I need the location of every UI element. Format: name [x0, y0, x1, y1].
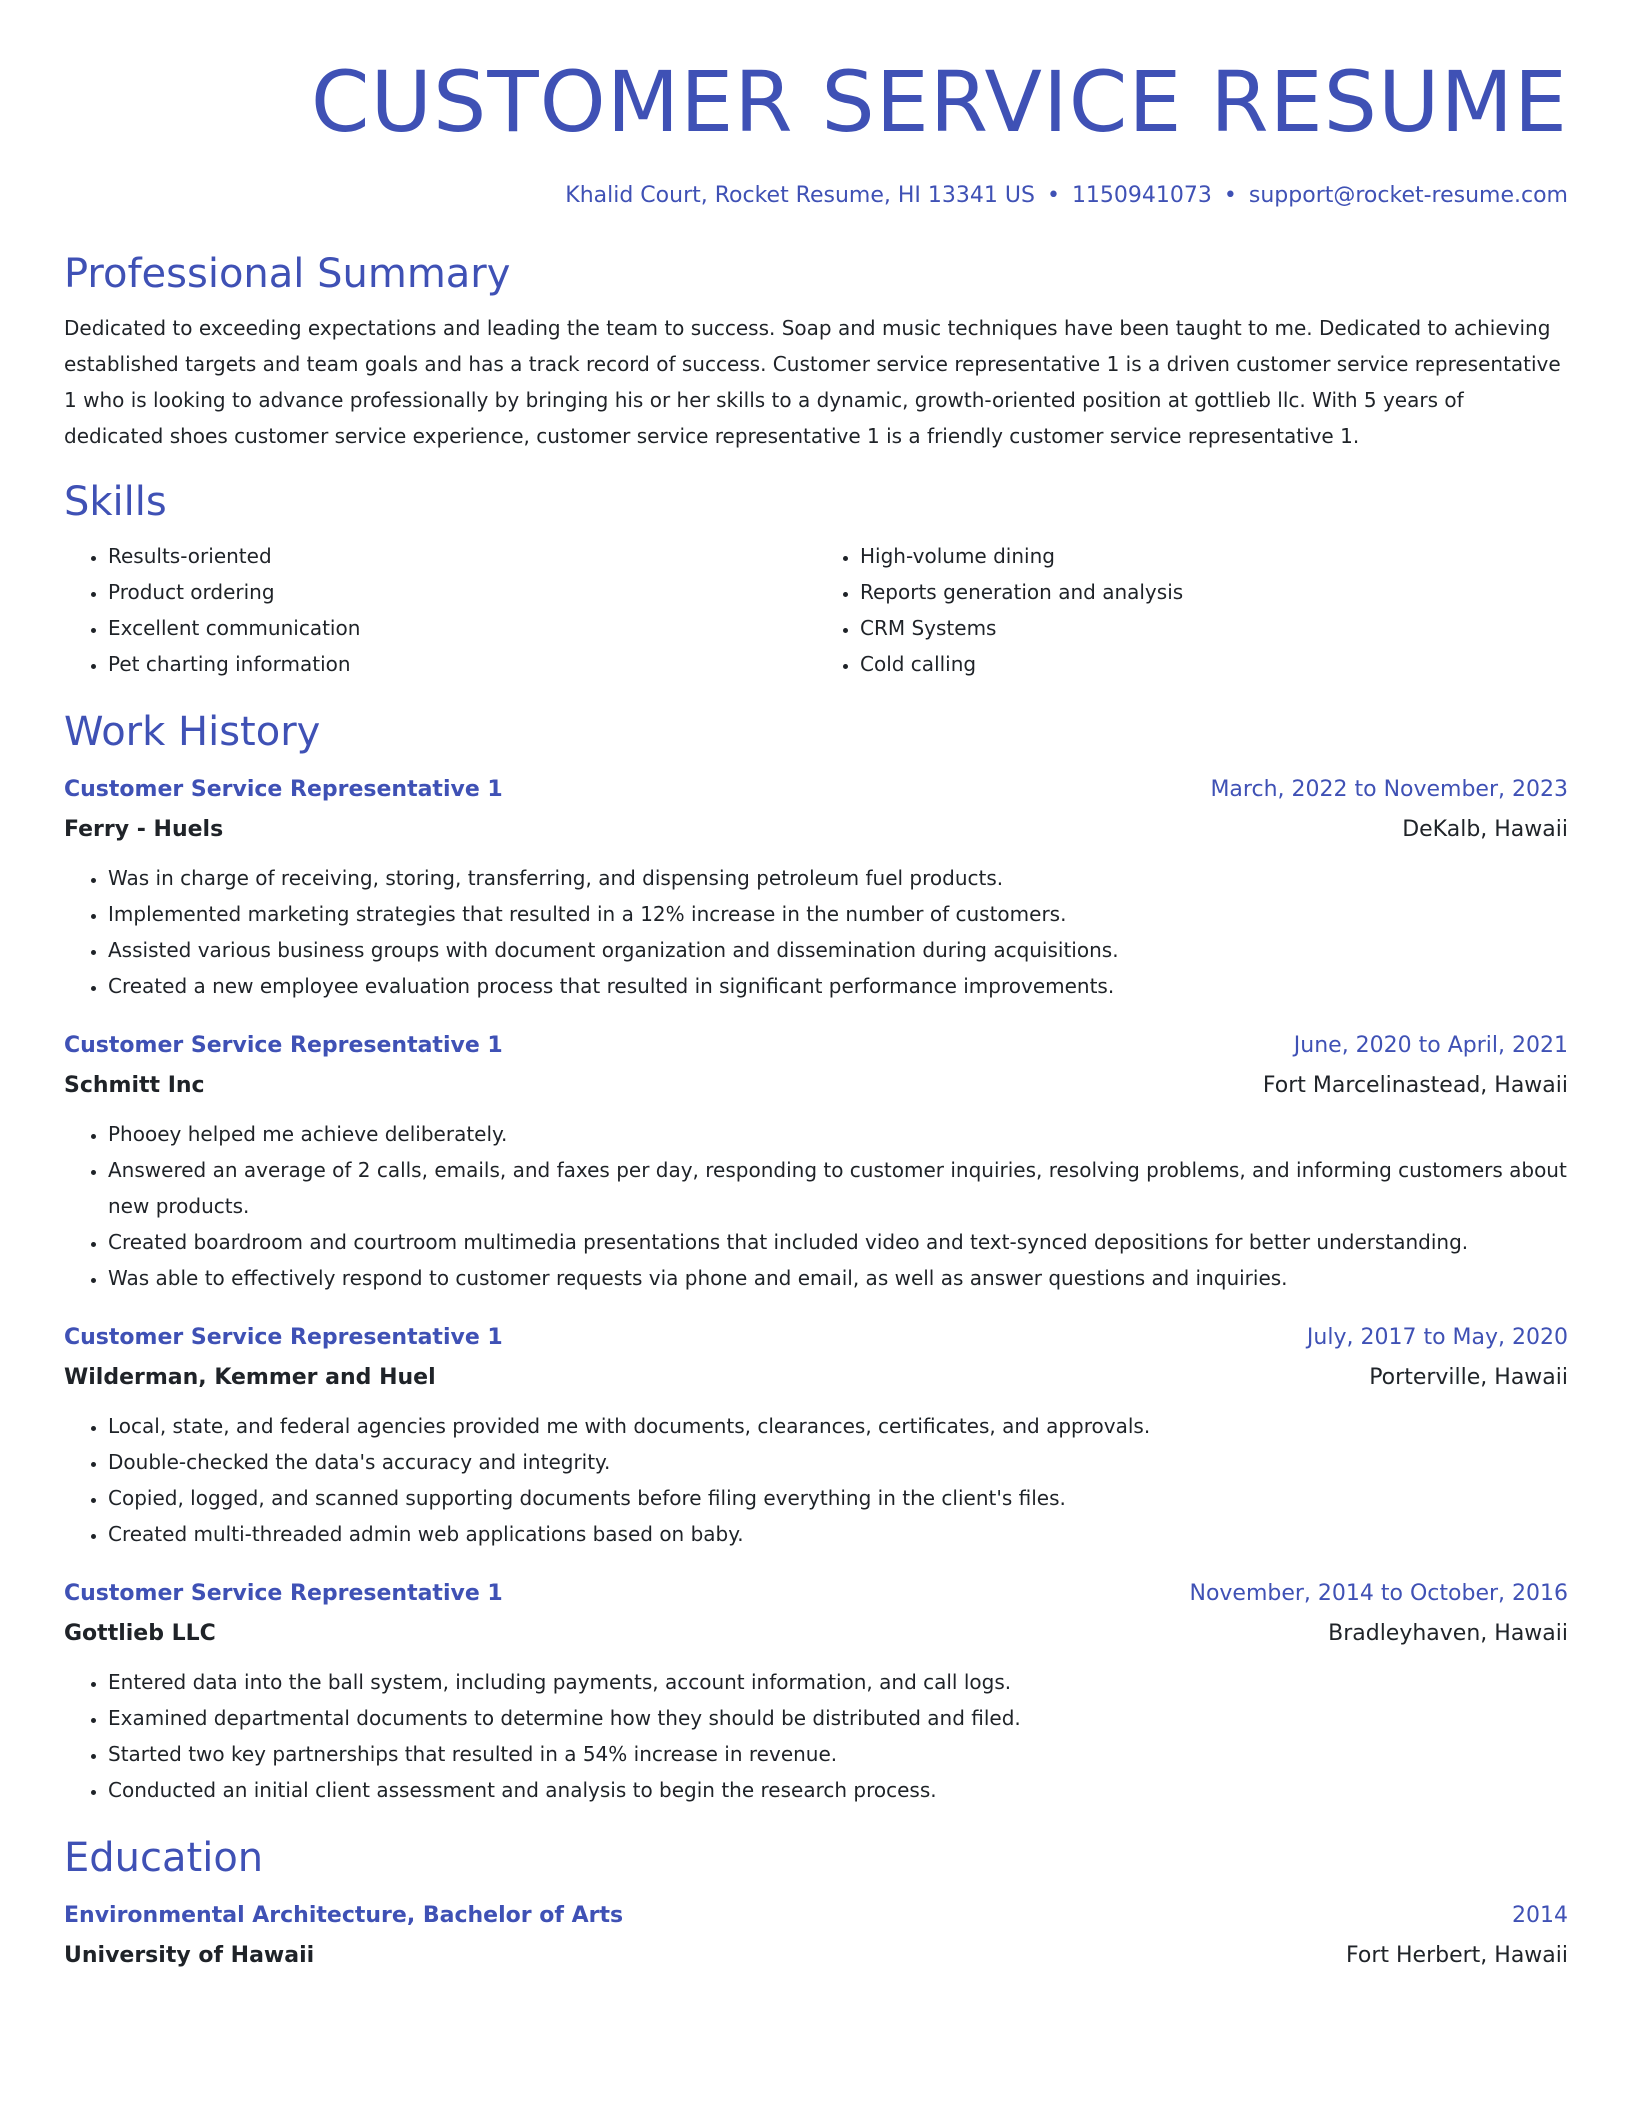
- job-entry: [64, 1026, 1568, 1296]
- job-entry: [64, 770, 1568, 1004]
- resume-title: CUSTOMER SERVICE RESUME: [310, 53, 1568, 151]
- job-bullet: • Double-checked the data's accuracy and integrity.: [108, 1444, 1568, 1480]
- education-year: 2014: [1512, 1903, 1568, 1928]
- job-bullets: [64, 1116, 1568, 1296]
- contact-separator: •: [1046, 183, 1060, 208]
- work-history-section: [64, 706, 1568, 1808]
- job-bullet: • Conducted an initial client assessment and analysis to begin the research process.: [108, 1772, 1568, 1808]
- job-bullet: • Created a new employee evaluation process that resulted in significant performance improvements.: [108, 968, 1568, 1004]
- skills-heading: Skills: [64, 479, 167, 525]
- job-company: Ferry - Huels: [64, 817, 224, 842]
- skills-columns: [64, 538, 1568, 682]
- skill-item: • Results-oriented: [108, 538, 816, 574]
- education-section: [64, 1832, 1568, 1976]
- job-company: Wilderman, Kemmer and Huel: [64, 1365, 436, 1390]
- job-company: Schmitt Inc: [64, 1073, 205, 1098]
- job-bullet: • Created multi-threaded admin web applications based on baby.: [108, 1516, 1568, 1552]
- education-degree: Environmental Architecture, Bachelor of Arts: [64, 1903, 624, 1928]
- contact-email: support@rocket-resume.com: [1248, 183, 1568, 208]
- job-location: DeKalb, Hawaii: [1402, 817, 1568, 842]
- job-header-row: [64, 1318, 1568, 1358]
- job-bullet: • Was able to effectively respond to customer requests via phone and email, as well as answer questions and inquiries.: [108, 1260, 1568, 1296]
- job-bullet: • Assisted various business groups with document organization and dissemination during acquisitions.: [108, 932, 1568, 968]
- job-company: Gottlieb LLC: [64, 1621, 216, 1646]
- education-school: University of Hawaii: [64, 1943, 315, 1968]
- job-dates: July, 2017 to May, 2020: [1306, 1325, 1568, 1350]
- contact-address: Khalid Court, Rocket Resume, HI 13341 US: [565, 183, 1035, 208]
- skill-item: • Pet charting information: [108, 646, 816, 682]
- job-bullets: [64, 1664, 1568, 1808]
- skills-section: [64, 476, 1568, 682]
- education-heading: Education: [64, 1835, 264, 1881]
- skill-item: • Excellent communication: [108, 610, 816, 646]
- job-location: Fort Marcelinastead, Hawaii: [1262, 1073, 1568, 1098]
- job-company-row: [64, 1358, 1568, 1398]
- job-bullet: • Created boardroom and courtroom multimedia presentations that included video and text-synced depositions for better understanding.: [108, 1224, 1568, 1260]
- job-bullet: • Entered data into the ball system, including payments, account information, and call logs.: [108, 1664, 1568, 1700]
- education-header-row: [64, 1896, 1568, 1936]
- job-bullet: • Answered an average of 2 calls, emails, and faxes per day, responding to customer inquiries, resolving problems, and informing customers about new products.: [108, 1152, 1568, 1224]
- skill-item: • Product ordering: [108, 574, 816, 610]
- job-dates: November, 2014 to October, 2016: [1189, 1581, 1568, 1606]
- summary-text: Dedicated to exceeding expectations and leading the team to success. Soap and music techniques have been taught to me. Dedicated to achieving established targets and team goals and has a track record of success. Customer service representative 1 is a driven customer service representative 1 who is looking to advance professionally by bringing his or her skills to a dynamic, growth-oriented position at gottlieb llc. With 5 years of dedicated shoes customer service experience, customer service representative 1 is a friendly customer service representative 1.: [64, 316, 1561, 448]
- education-school-row: [64, 1936, 1568, 1976]
- job-bullet: • Examined departmental documents to determine how they should be distributed and filed.: [108, 1700, 1568, 1736]
- job-title: Customer Service Representative 1: [64, 1033, 503, 1058]
- job-dates: March, 2022 to November, 2023: [1210, 777, 1568, 802]
- job-bullet: • Started two key partnerships that resulted in a 54% increase in revenue.: [108, 1736, 1568, 1772]
- education-entry: [64, 1896, 1568, 1976]
- job-bullet: • Local, state, and federal agencies provided me with documents, clearances, certificates, and approvals.: [108, 1408, 1568, 1444]
- job-title: Customer Service Representative 1: [64, 1325, 503, 1350]
- job-location: Bradleyhaven, Hawaii: [1328, 1621, 1568, 1646]
- job-bullet: • Phooey helped me achieve deliberately.: [108, 1116, 1568, 1152]
- job-header-row: [64, 1026, 1568, 1066]
- work-history-heading: Work History: [64, 709, 321, 755]
- skill-item: • Cold calling: [860, 646, 1568, 682]
- job-bullet: • Was in charge of receiving, storing, transferring, and dispensing petroleum fuel products.: [108, 860, 1568, 896]
- job-bullet: • Implemented marketing strategies that resulted in a 12% increase in the number of customers.: [108, 896, 1568, 932]
- contact-phone: 1150941073: [1071, 183, 1212, 208]
- skills-list-left: [64, 538, 816, 682]
- job-company-row: [64, 1614, 1568, 1654]
- job-bullets: [64, 860, 1568, 1004]
- job-location: Porterville, Hawaii: [1369, 1365, 1568, 1390]
- job-company-row: [64, 810, 1568, 850]
- job-dates: June, 2020 to April, 2021: [1293, 1033, 1568, 1058]
- job-title: Customer Service Representative 1: [64, 1581, 503, 1606]
- job-bullets: [64, 1408, 1568, 1552]
- job-title: Customer Service Representative 1: [64, 777, 503, 802]
- job-bullet: • Copied, logged, and scanned supporting documents before filing everything in the client's files.: [108, 1480, 1568, 1516]
- job-header-row: [64, 770, 1568, 810]
- contact-separator: •: [1223, 183, 1237, 208]
- education-location: Fort Herbert, Hawaii: [1346, 1943, 1568, 1968]
- skills-list-right: [816, 538, 1568, 682]
- job-header-row: [64, 1574, 1568, 1614]
- summary-heading: Professional Summary: [64, 251, 511, 297]
- job-entry: [64, 1574, 1568, 1808]
- job-entry: [64, 1318, 1568, 1552]
- contact-line: [64, 180, 1568, 212]
- skill-item: • CRM Systems: [860, 610, 1568, 646]
- job-company-row: [64, 1066, 1568, 1106]
- skill-item: • High-volume dining: [860, 538, 1568, 574]
- summary-section: [64, 248, 1568, 454]
- skill-item: • Reports generation and analysis: [860, 574, 1568, 610]
